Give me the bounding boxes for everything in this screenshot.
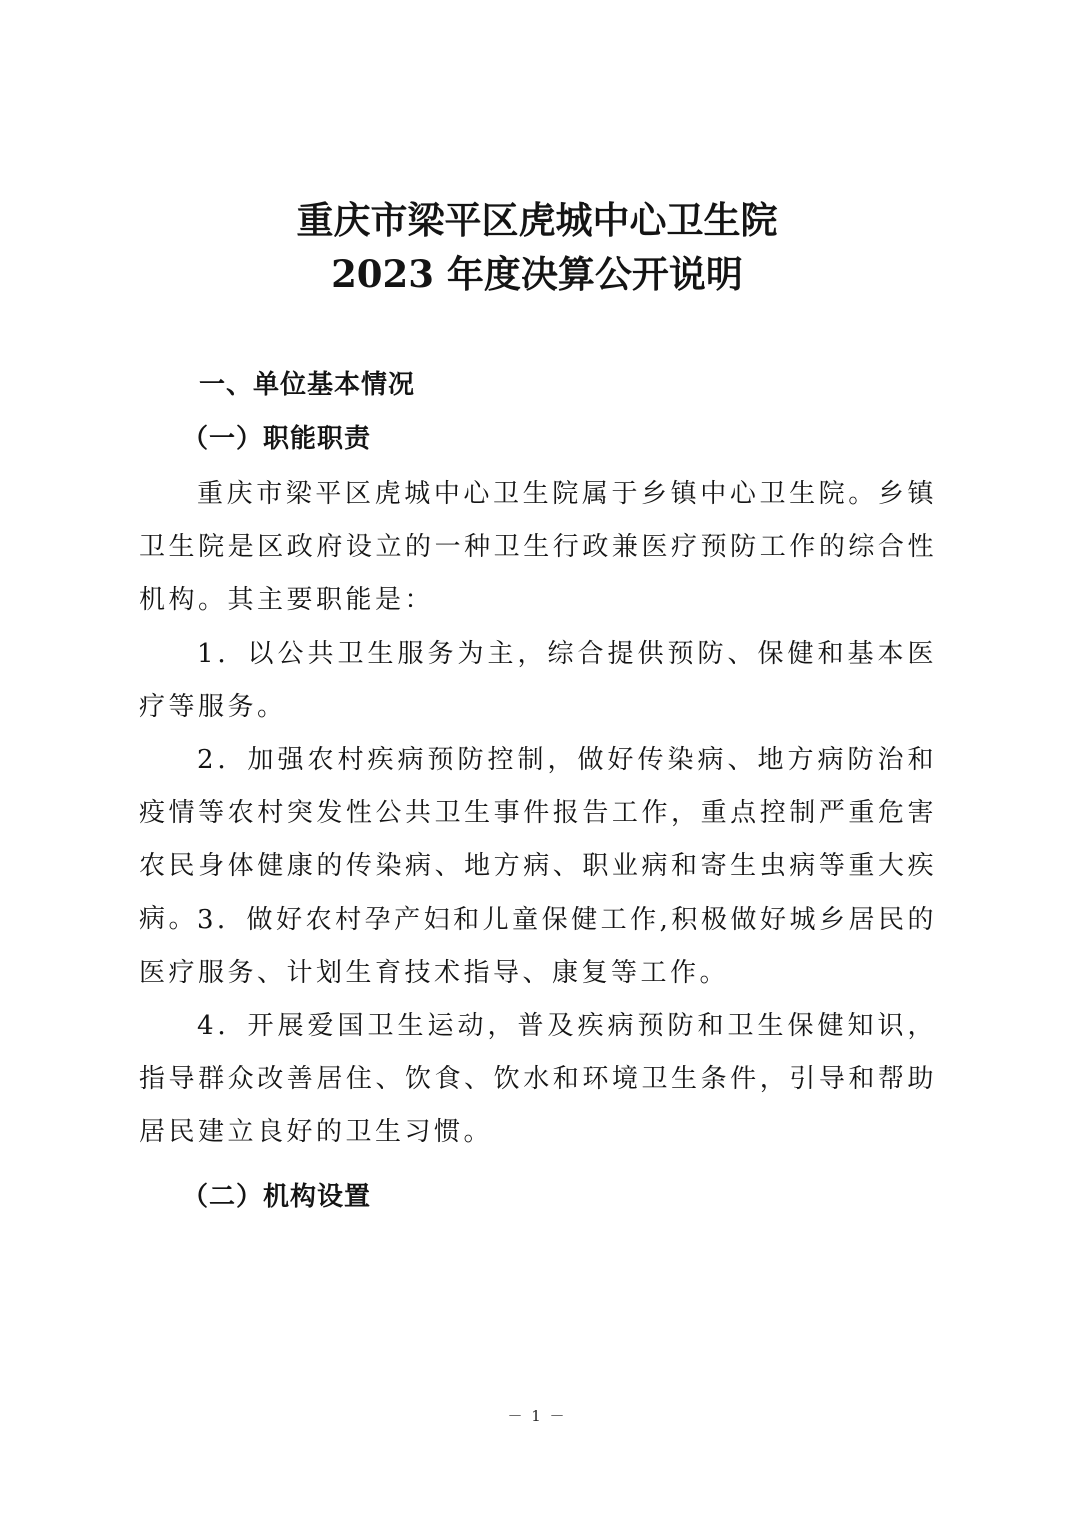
paragraph-item-1: 1．以公共卫生服务为主，综合提供预防、保健和基本医疗等服务。 [139, 639, 937, 722]
document-title-line1: 重庆市梁平区虎城中心卫生院 [296, 198, 778, 242]
section-heading-basic-info: 一、单位基本情况 [199, 370, 416, 400]
paragraph-item-4: 4．开展爱国卫生运动，普及疾病预防和卫生保健知识，指导群众改善居住、饮食、饮水和环境卫生条件，引导和帮助居民建立良好的卫生习惯。 [139, 1011, 937, 1147]
paragraph-intro: 重庆市梁平区虎城中心卫生院属于乡镇中心卫生院。乡镇卫生院是区政府设立的一种卫生行政兼医疗预防工作的综合性机构。其主要职能是： [139, 479, 937, 615]
paragraph-item-2: 2．加强农村疾病预防控制，做好传染病、地方病防治和疫情等农村突发性公共卫生事件报告工作，重点控制严重危害农民身体健康的传染病、地方病、职业病和寄生虫病等重大疾病。 [139, 745, 937, 934]
paragraph-item-3: 3．做好农村孕产妇和儿童保健工作,积极做好城乡居民的医疗服务、计划生育技术指导、康复等工作。 [139, 905, 937, 988]
page-number: － 1 － [507, 1407, 567, 1425]
subsection-heading-duties: （一）职能职责 [182, 424, 372, 454]
document-title-line2: 2023 年度决算公开说明 [331, 252, 743, 296]
subsection-heading-organization: （二）机构设置 [182, 1182, 372, 1212]
